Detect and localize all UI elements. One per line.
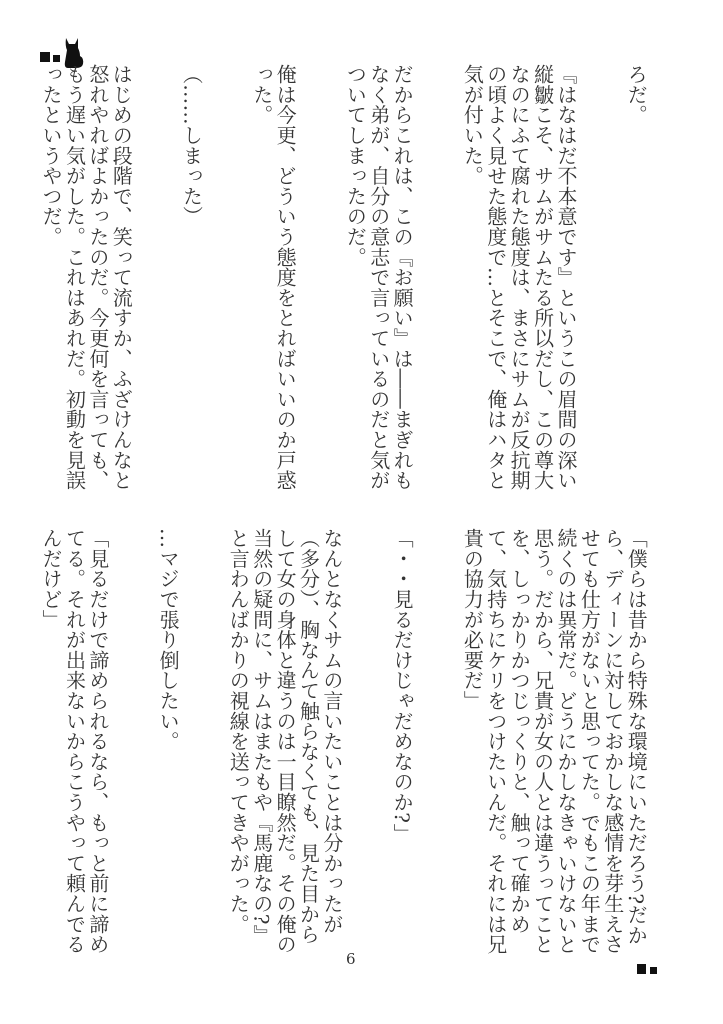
paragraph: …マジで張り倒したい。 (156, 528, 181, 752)
square-icon (40, 52, 50, 62)
paragraph: なんとなくサムの言いたいことは分かったが（多分）、胸なんて触らなくても、見た目からして女の身体と違うのは一目瞭然だ。その俺の当然の疑問に、サムはまたもや『馬鹿なの?』と言わんばかりの視線を送ってきやがった。 (226, 528, 344, 955)
paragraph: 俺は今更、どういう態度をとればいいのか戸惑った。 (249, 64, 298, 491)
bottom-text-block (38, 528, 694, 960)
square-icon (53, 55, 60, 62)
paragraph: ろだ。 (624, 64, 649, 125)
square-icon (637, 964, 646, 974)
paragraph: 「・・見るだけじゃだめなのか?」 (390, 528, 415, 844)
paragraph: （……しまった） (179, 64, 204, 227)
paragraph: はじめの段階で、笑って流すか、ふざけんなと怒れやればよかったのだ。今更何を言っても、もう遅い気がした。これはあれだ。初動を見誤ったというやつだ。 (39, 64, 134, 491)
square-icon (650, 967, 657, 974)
top-text-block (38, 64, 694, 496)
paragraph: 「見るだけで諦められるなら、もっと前に諦めてる。それが出来ないからこうやって頼んでるんだけど」 (39, 528, 110, 955)
paragraph: だからこれは、この『お願い』は――まぎれもなく弟が、自分の意志で言っているのだと気がついてしまったのだ。 (343, 64, 415, 491)
page-number: 6 (346, 950, 356, 968)
paragraph: 「僕らは昔から特殊な環境にいただろう?だから、ディーンに対しておかしな感情を芽生えさせても仕方がないと思ってた。でもこの年まで続くのは異常だ。どうにかしなきゃいけないと思う。だから、兄貴が女の人とは違うってことを、しっかりかつじっくりと、触って確かめて、気持ちにケリをつけたいんだ。それには兄貴の協力が必要だ」 (460, 528, 649, 955)
paragraph: 『はなはだ不本意です』というこの眉間の深い縦皺こそ、サムがサムたる所以だし、この尊大なのにふて腐れた態度は、まさにサムが反抗期の頃よく見せた態度で…とそこで、俺はハタと気が付いた。 (460, 64, 578, 491)
